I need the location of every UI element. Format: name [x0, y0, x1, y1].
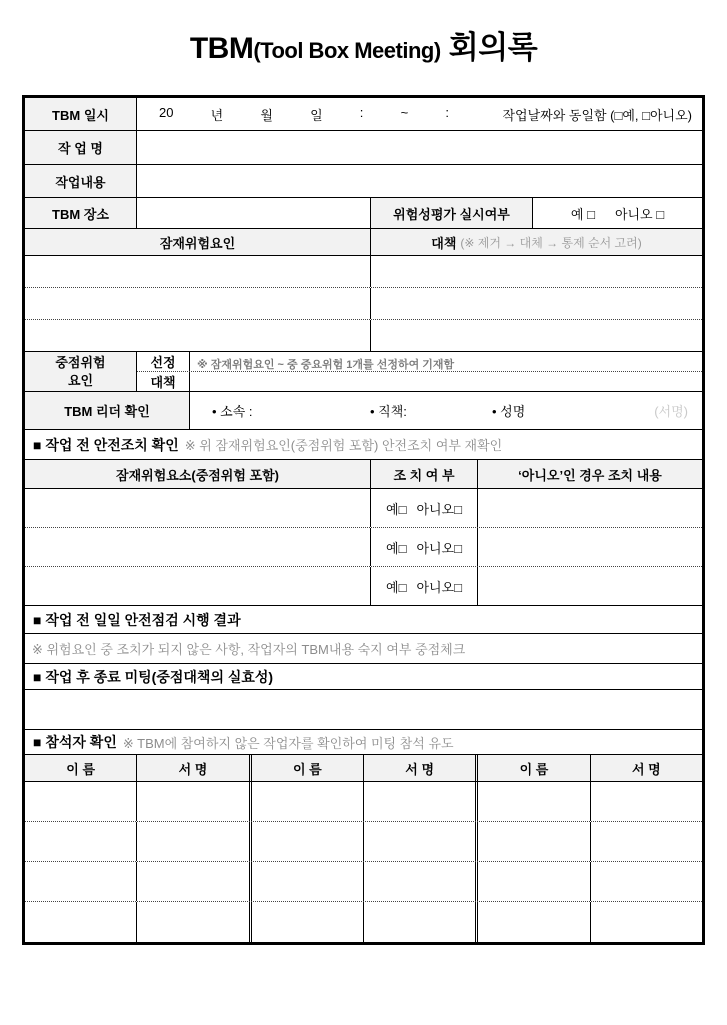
attendee-name-field[interactable] [475, 782, 589, 821]
attendee-sign-header-2: 서 명 [363, 755, 475, 781]
post-work-field[interactable] [25, 690, 702, 729]
hazard-row-1 [25, 256, 702, 288]
hazard-row-2 [25, 288, 702, 320]
work-name-field[interactable] [137, 131, 702, 164]
attendee-name-header-1: 이 름 [25, 755, 136, 781]
attendee-name-field[interactable] [475, 822, 589, 861]
check-action-field-3[interactable] [478, 567, 702, 605]
attendee-name-header-2: 이 름 [249, 755, 363, 781]
attendee-sign-field[interactable] [136, 902, 248, 942]
tbm-place-label: TBM 장소 [25, 198, 137, 228]
key-risk-select-row [137, 352, 702, 372]
measure-column-header [371, 229, 702, 255]
check-col3-header: ‘아니오’인 경우 조치 내용 [478, 460, 702, 488]
attendee-sign-field[interactable] [136, 782, 248, 821]
attendee-sign-field[interactable] [136, 862, 248, 901]
check-hazard-field-1[interactable] [25, 489, 371, 527]
tbm-datetime-label: TBM 일시 [25, 98, 137, 130]
date-day-label: 일 [310, 107, 323, 123]
hazard-field-1[interactable] [25, 256, 371, 287]
row-work-content [25, 165, 702, 198]
post-work-title-row [25, 664, 702, 690]
key-risk-measure-row [137, 372, 702, 391]
date-year-prefix: 20 [159, 104, 174, 120]
check-yn-2 [371, 528, 478, 566]
risk-yes-checkbox[interactable]: 예 □ [570, 206, 595, 222]
row-hazard-header [25, 229, 702, 256]
title-korean: 회의록 [440, 30, 538, 65]
attendee-row-3 [25, 862, 702, 902]
check-row-3 [25, 567, 702, 606]
attendees-title-row [25, 730, 702, 755]
check-yn-1 [371, 489, 478, 527]
attendee-sign-field[interactable] [136, 822, 248, 861]
check-no-checkbox-3[interactable]: 아니오□ [416, 579, 462, 595]
check-hazard-field-2[interactable] [25, 528, 371, 566]
check-row-2 [25, 528, 702, 567]
daily-check-title-row [25, 606, 702, 634]
page [0, 22, 727, 1025]
attendees-header-row [25, 755, 702, 782]
attendee-name-field[interactable] [25, 822, 136, 861]
check-row-1 [25, 489, 702, 528]
pre-work-check-note: ※ 위 잠재위험요인(중점위험 포함) 안전조치 여부 재확인 [184, 438, 503, 453]
daily-check-note: ※ 위험요인 중 조치가 되지 않은 사항, 작업자의 TBM내용 숙지 여부 중점체크 [32, 642, 466, 657]
daily-check-title: ■ 작업 전 일일 안전점검 시행 결과 [33, 611, 241, 628]
attendee-row-1 [25, 782, 702, 822]
pre-work-check-title-row [25, 430, 702, 460]
leader-position-field[interactable]: • 직책: [370, 404, 407, 419]
check-yes-checkbox-1[interactable]: 예□ [386, 501, 407, 517]
attendee-sign-field[interactable] [363, 902, 475, 942]
key-risk-label [25, 352, 137, 391]
attendee-name-field[interactable] [25, 862, 136, 901]
check-hazard-field-3[interactable] [25, 567, 371, 605]
risk-assessment-options [533, 198, 702, 228]
key-risk-label-line2: 요인 [67, 372, 94, 388]
check-no-checkbox-1[interactable]: 아니오□ [416, 501, 462, 517]
risk-no-checkbox[interactable]: 아니오 □ [614, 206, 665, 222]
leader-confirm-label: TBM 리더 확인 [25, 392, 190, 429]
measure-header-bold: 대책 [431, 235, 457, 251]
date-tokens [137, 105, 449, 124]
post-work-title: ■ 작업 후 종료 미팅(중점대책의 실효성) [33, 668, 274, 685]
tbm-datetime-field[interactable] [137, 98, 702, 130]
key-risk-measure-field[interactable] [190, 372, 702, 391]
check-action-field-1[interactable] [478, 489, 702, 527]
attendee-name-field[interactable] [249, 862, 363, 901]
post-work-field-row [25, 690, 702, 730]
key-risk-select-label: 선정 [137, 352, 190, 371]
risk-assessment-label: 위험성평가 실시여부 [371, 198, 533, 228]
attendee-name-field[interactable] [249, 782, 363, 821]
attendees-title: ■ 참석자 확인 [33, 734, 117, 750]
work-content-label: 작업내용 [25, 165, 137, 197]
attendee-name-field[interactable] [25, 782, 136, 821]
work-name-label: 작 업 명 [25, 131, 137, 164]
attendee-sign-field[interactable] [363, 862, 475, 901]
date-year-label: 년 [210, 107, 224, 123]
key-risk-measure-label: 대책 [137, 372, 190, 391]
tbm-place-field[interactable] [137, 198, 371, 228]
key-risk-select-note: ※ 잠재위험요인 ~ 중 중요위험 1개를 선정하여 기재함 [197, 359, 455, 371]
attendee-name-field[interactable] [475, 902, 589, 942]
attendee-row-2 [25, 822, 702, 862]
pre-work-check-header-row [25, 460, 702, 489]
row-tbm-place [25, 198, 702, 229]
check-col1-header: 잠재위험요소(중점위험 포함) [25, 460, 371, 488]
key-risk-block [25, 352, 702, 392]
row-tbm-datetime [25, 98, 702, 131]
time-end-colon: : [445, 104, 449, 120]
measure-field-3[interactable] [371, 320, 702, 351]
attendees-note: ※ TBM에 참여하지 않은 작업자를 확인하여 미팅 참석 유도 [122, 735, 454, 751]
row-work-name [25, 131, 702, 165]
time-start-colon: : [359, 104, 364, 120]
attendee-name-header-3: 이 름 [475, 755, 589, 781]
check-yes-checkbox-3[interactable]: 예□ [386, 579, 407, 595]
date-month-label: 월 [260, 107, 273, 123]
attendee-name-field[interactable] [249, 902, 363, 942]
daily-check-note-row[interactable] [25, 634, 702, 664]
attendee-row-4 [25, 902, 702, 942]
same-as-workdate-checkboxes[interactable]: 작업날짜와 동일함 (□예, □아니오) [502, 107, 692, 123]
key-risk-select-field[interactable] [190, 352, 702, 371]
attendee-name-field[interactable] [249, 822, 363, 861]
attendee-sign-field[interactable] [590, 782, 702, 821]
attendee-name-field[interactable] [475, 862, 589, 901]
hazard-row-3 [25, 320, 702, 352]
pre-work-check-title: ■ 작업 전 안전조치 확인 [33, 436, 179, 453]
work-content-field[interactable] [137, 165, 702, 197]
attendee-sign-field[interactable] [590, 902, 702, 942]
key-risk-right [137, 352, 702, 391]
leader-affiliation-field[interactable]: • 소속 : [212, 404, 253, 419]
title-tbm: TBM [189, 32, 254, 65]
leader-confirm-fields [190, 392, 702, 429]
check-col2-header: 조 치 여 부 [371, 460, 478, 488]
row-leader-confirm [25, 392, 702, 430]
check-no-checkbox-2[interactable]: 아니오□ [416, 540, 462, 556]
attendee-sign-field[interactable] [363, 822, 475, 861]
hazard-column-header: 잠재위험요인 [25, 229, 371, 255]
attendee-sign-field[interactable] [590, 822, 702, 861]
tbm-form-table [22, 95, 705, 945]
key-risk-label-line1: 중점위험 [55, 354, 106, 370]
attendee-sign-header-3: 서 명 [590, 755, 702, 781]
leader-signature-placeholder[interactable]: (서명) [654, 404, 688, 419]
attendee-sign-field[interactable] [590, 862, 702, 901]
attendee-sign-header-1: 서 명 [136, 755, 248, 781]
check-action-field-2[interactable] [478, 528, 702, 566]
hazard-field-3[interactable] [25, 320, 371, 351]
leader-name-field[interactable]: • 성명 [492, 404, 526, 419]
hazard-field-2[interactable] [25, 288, 371, 319]
check-yn-3 [371, 567, 478, 605]
attendee-name-field[interactable] [25, 902, 136, 942]
measure-header-note: (※ 제거 → 대체 → 통제 순서 고려) [460, 235, 642, 250]
attendee-sign-field[interactable] [363, 782, 475, 821]
measure-field-2[interactable] [371, 288, 702, 319]
page-title [0, 22, 727, 67]
title-english: (Tool Box Meeting) [253, 38, 441, 63]
check-yes-checkbox-2[interactable]: 예□ [386, 540, 407, 556]
measure-field-1[interactable] [371, 256, 702, 287]
time-range-tilde: ~ [400, 104, 409, 120]
